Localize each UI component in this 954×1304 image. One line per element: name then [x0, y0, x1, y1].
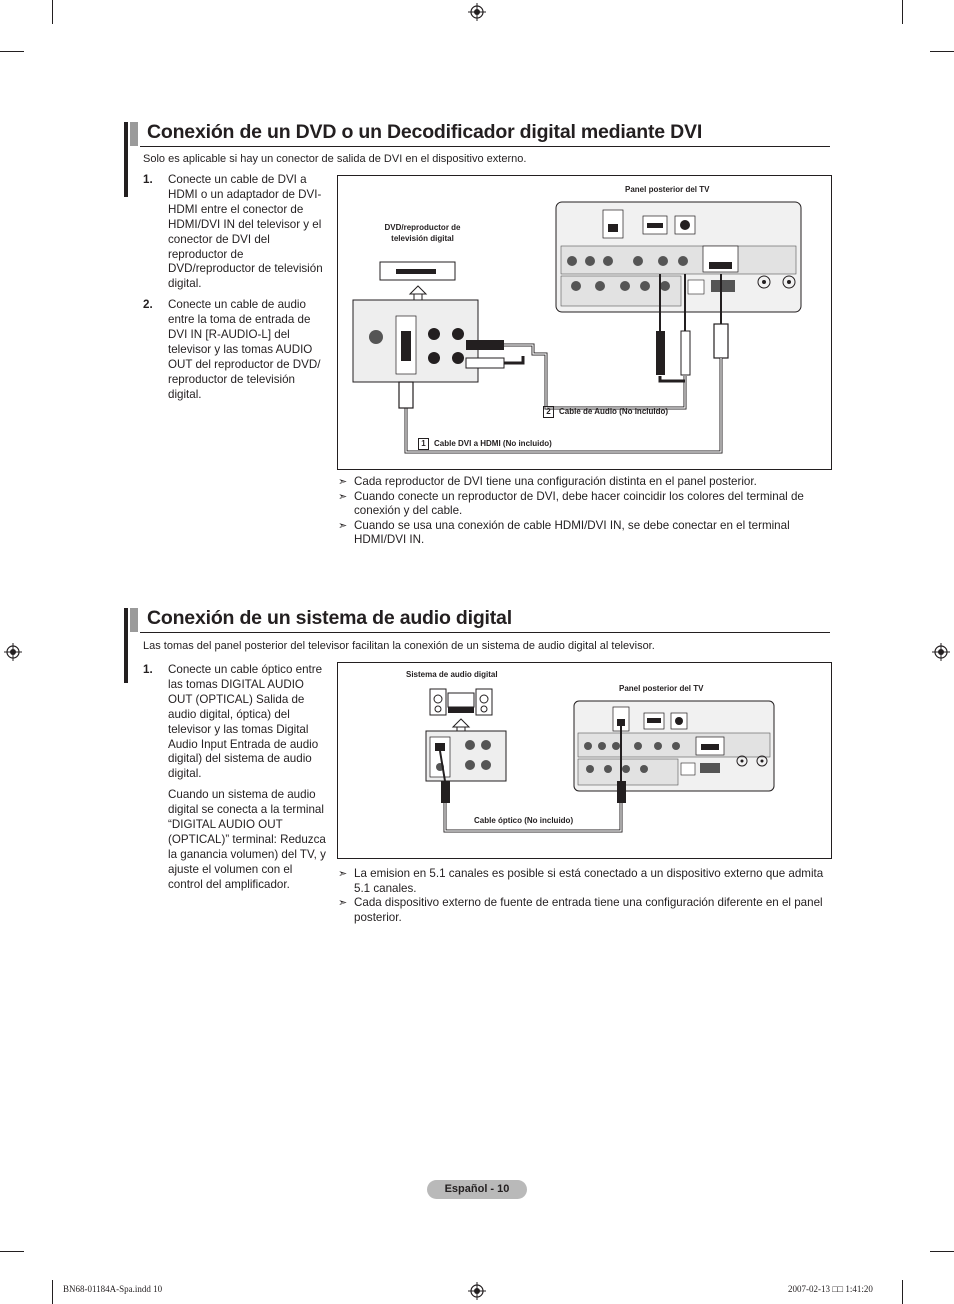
crop-mark: [52, 1280, 53, 1304]
title-rule: [140, 632, 830, 633]
step-item: [143, 298, 328, 402]
note-item: [338, 475, 830, 490]
registration-mark-icon: [4, 643, 22, 661]
registration-mark-icon: [932, 643, 950, 661]
section-marker: [124, 608, 128, 683]
registration-mark-icon: [468, 3, 486, 21]
note-list: [338, 867, 830, 925]
step-number: 1.: [143, 173, 153, 186]
step-list: [143, 663, 330, 899]
note-item: [338, 490, 830, 519]
section-intro: Solo es aplicable si hay un conector de salida de DVI en el dispositivo externo.: [143, 153, 527, 165]
step-item: [143, 663, 330, 893]
note-arrow-icon: ➣: [338, 490, 348, 503]
connection-diagram: [337, 662, 832, 859]
step-list: [143, 173, 328, 409]
note-text: Cuando conecte un reproductor de DVI, debe hacer coincidir los colores del terminal de conexión y del cable.: [354, 489, 804, 518]
tv-panel-label: Panel posterior del TV: [619, 684, 704, 693]
cable-number: 2: [543, 406, 554, 418]
cable-label: Cable óptico (No incluido): [474, 816, 574, 825]
section-intro: Las tomas del panel posterior del televisor facilitan la conexión de un sistema de audio digital al televisor.: [143, 640, 655, 652]
note-text: La emision en 5.1 canales es posible si está conectado a un dispositivo externo que admita 5.1 canales.: [354, 867, 824, 895]
device-label: DVD/reproductor de televisión digital: [384, 223, 461, 243]
note-text: Cuando se usa una conexión de cable HDMI/DVI IN, se debe conectar en el terminal HDMI/DVI IN.: [354, 518, 790, 547]
step-item: [143, 173, 328, 292]
optical-connection-illustration: [338, 663, 831, 858]
crop-mark: [902, 1280, 903, 1304]
crop-mark: [52, 0, 53, 24]
cable-dvi-label: [418, 438, 552, 450]
step-text: Conecte un cable óptico entre las tomas DIGITAL AUDIO OUT (OPTICAL) Salida de audio digital, óptica) del televisor y las tomas Digital Audio Input Entrada de audio digital) del sistema de audio digital.: [168, 663, 323, 781]
note-text: Cada dispositivo externo de fuente de entrada tiene una configuración diferente en el panel posterior.: [354, 896, 823, 924]
connection-diagram: [337, 175, 832, 470]
system-label: Sistema de audio digital: [406, 670, 498, 679]
cable-audio-label: [543, 406, 668, 418]
cable-label: Cable de Audio (No incluido): [559, 407, 669, 416]
date-slug: 2007-02-13 □□ 1:41:20: [788, 1284, 873, 1294]
crop-mark: [902, 0, 903, 24]
step-text: Conecte un cable de DVI a HDMI o un adaptador de DVI-HDMI entre el conector de HDMI/DVI IN del televisor y el conector de DVI del reproductor de DVD/reproductor de televisión digital.: [168, 173, 323, 291]
note-item: [338, 867, 830, 896]
section-title: Conexión de un sistema de audio digital: [147, 607, 512, 629]
note-text: Cada reproductor de DVI tiene una configuración distinta en el panel posterior.: [354, 475, 757, 488]
crop-mark: [0, 1251, 24, 1252]
section-marker: [124, 122, 128, 197]
section-marker: [130, 122, 138, 146]
crop-mark: [0, 51, 24, 52]
cable-label: Cable DVI a HDMI (No incluido): [434, 439, 552, 448]
crop-mark: [930, 51, 954, 52]
note-arrow-icon: ➣: [338, 897, 348, 910]
note-item: [338, 519, 830, 548]
note-arrow-icon: ➣: [338, 519, 348, 532]
step-number: 2.: [143, 298, 153, 312]
title-rule: [140, 146, 830, 147]
note-arrow-icon: ➣: [338, 868, 348, 880]
step-text: Conecte un cable de audio entre la toma de entrada de DVI IN [R-AUDIO-L] del televisor y las tomas AUDIO OUT del reproductor de DVD/ reproductor de televisión digital.: [168, 298, 321, 401]
step-text: Cuando un sistema de audio digital se conecta a la terminal “DIGITAL AUDIO OUT (OPTICAL)” terminal: Reduzca la ganancia volumen) del TV, y ajuste el volumen con el control del amplificador.: [168, 788, 326, 891]
file-slug: BN68-01184A-Spa.indd 10: [63, 1284, 163, 1294]
dvi-connection-illustration: [338, 176, 831, 469]
note-arrow-icon: ➣: [338, 476, 348, 488]
page-number: Español - 10: [427, 1180, 527, 1199]
step-number: 1.: [143, 663, 153, 676]
cable-number: 1: [418, 438, 429, 450]
section-title: Conexión de un DVD o un Decodificador digital mediante DVI: [147, 121, 703, 143]
note-list: [338, 475, 830, 548]
crop-mark: [930, 1251, 954, 1252]
registration-mark-icon: [468, 1282, 486, 1300]
section-marker: [130, 608, 138, 632]
note-item: [338, 896, 830, 925]
tv-panel-label: Panel posterior del TV: [625, 185, 710, 194]
